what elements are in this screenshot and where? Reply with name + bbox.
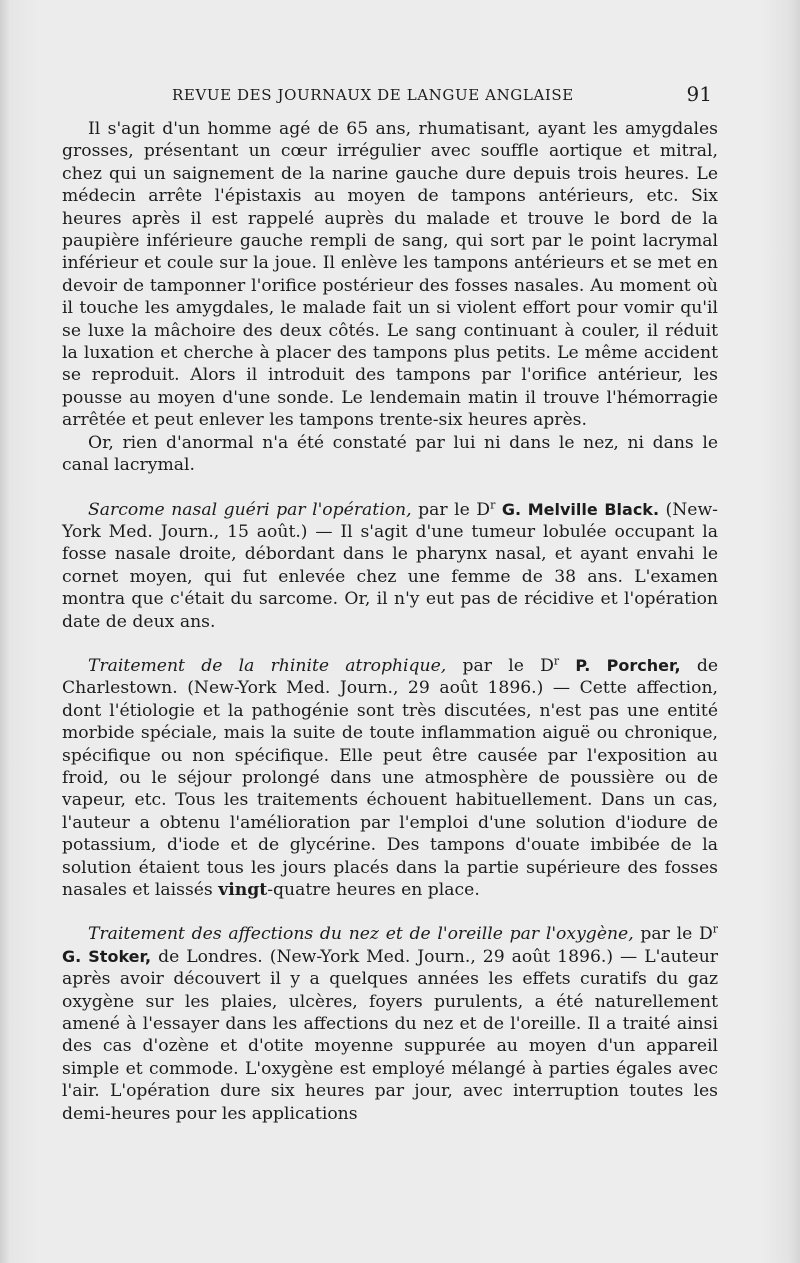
article-place: de Charlestown. (62, 655, 719, 699)
paragraph-conclusion: Or, rien d'anormal n'a été constaté par lui ni dans le nez, ni dans le canal lacrymal. (62, 432, 718, 476)
running-title: REVUE DES JOURNAUX DE LANGUE ANGLAISE (172, 86, 574, 104)
article-sarcome-nasal (62, 499, 718, 633)
article-text-end: -quatre heures en place. (267, 880, 480, 900)
article-par: par le D (411, 499, 491, 520)
article-rhinite-atrophique (62, 655, 718, 901)
article-title: Traitement de la rhinite atrophique, (88, 655, 447, 676)
article-text: Il s'agit d'une tumeur lobulée occupant la fosse nasale droite, débordant dans le pharynx nasal, et ayant envahi le cornet moyen, qui fut enlevée chez une femme de 38 ans. L'examen montra que c'était du sarcome. Or, il n'y eut pas de récidive et l'opération date de deux ans. (62, 521, 719, 632)
doctor-superscript: r (712, 922, 718, 936)
page-body (62, 118, 718, 1125)
article-citation: (New-York Med. Journ., 29 août 1896.) — (177, 678, 580, 699)
doctor-superscript: r (553, 654, 560, 668)
article-text-bold: vingt (218, 880, 268, 900)
running-header (172, 82, 712, 106)
article-place: de Londres. (151, 946, 263, 967)
article-title: Sarcome nasal guéri par l'opération, (88, 499, 412, 520)
paragraph-epistaxis-case: Il s'agit d'un homme agé de 65 ans, rhumatisant, ayant les amygdales grosses, présentant un cœur irrégulier avec souffle aortique et mitral, chez qui un saignement de la narine gauche dure depuis trois heures. Le médecin arrête l'épistaxis au moyen de tampons antérieurs, etc. Six heures après il est rappelé auprès du malade et trouve le bord de la paupière inférieure gauche rempli de sang, qui sort par le point lacrymal inférieur et coule sur la joue. Il enlève les tampons antérieurs et se met en devoir de tamponner l'orifice postérieur des fosses nasales. Au moment où il touche les amygdales, le malade fait un si violent effort pour vomir qu'il se luxe la mâchoire des deux côtés. Le sang continuant à couler, il réduit la luxation et cherche à placer des tampons plus petits. Le même accident se reproduit. Alors il introduit des tampons par l'orifice antérieur, les pousse au moyen d'une sonde. Le lendemain matin il trouve l'hémorragie arrêtée et peut enlever les tampons trente-six heures après. (62, 119, 718, 431)
article-author: G. Melville Black. (501, 499, 660, 519)
article-citation: (New-York Med. Journ., 29 août 1896.) — (262, 946, 645, 967)
article-text: L'auteur après avoir découvert il y a quelques années les effets curatifs du gaz oxygène sur les plaies, ulcères, foyers purulents, a été naturellement amené à l'essayer dans les affections du nez et de l'oreille. Il a traité ainsi des cas d'ozène et d'otite moyenne suppurée au moyen d'un appareil simple et commode. L'oxygène est employé mélangé à parties égales avec l'air. L'opération dure six heures par jour, avec interruption toutes les demi-heures pour les applications (62, 946, 719, 1124)
article-text: Cette affection, dont l'étiologie et la pathogénie sont très discutées, n'est pas une entité morbide spéciale, mais la suite de toute inflammation aiguë ou chronique, spécifique ou non spécifique. Elle peut être causée par l'exposition au froid, ou le séjour prolongé dans une atmosphère de poussière ou de vapeur, etc. Tous les traitements échouent habituellement. Dans un cas, l'auteur a obtenu l'amélioration par l'emploi d'une solution d'iodure de potassium, d'iode et de glycérine. Des tampons d'ouate imbibée de la solution étaient tous les jours placés dans la partie supérieure des fosses nasales et laissés (62, 678, 718, 900)
article-par: par le D (446, 655, 554, 676)
article-author: P. Porcher, (575, 655, 681, 675)
article-author: G. Stoker, (62, 946, 152, 966)
article-oxygene (62, 923, 718, 1125)
doctor-superscript: r (490, 497, 496, 511)
article-citation: (New-York Med. Journ., 15 août.) — (62, 499, 718, 542)
article-title: Traitement des affections du nez et de l'oreille par l'oxygène, (88, 924, 634, 945)
page-number: 91 (686, 82, 712, 106)
article-par: par le D (633, 924, 713, 945)
